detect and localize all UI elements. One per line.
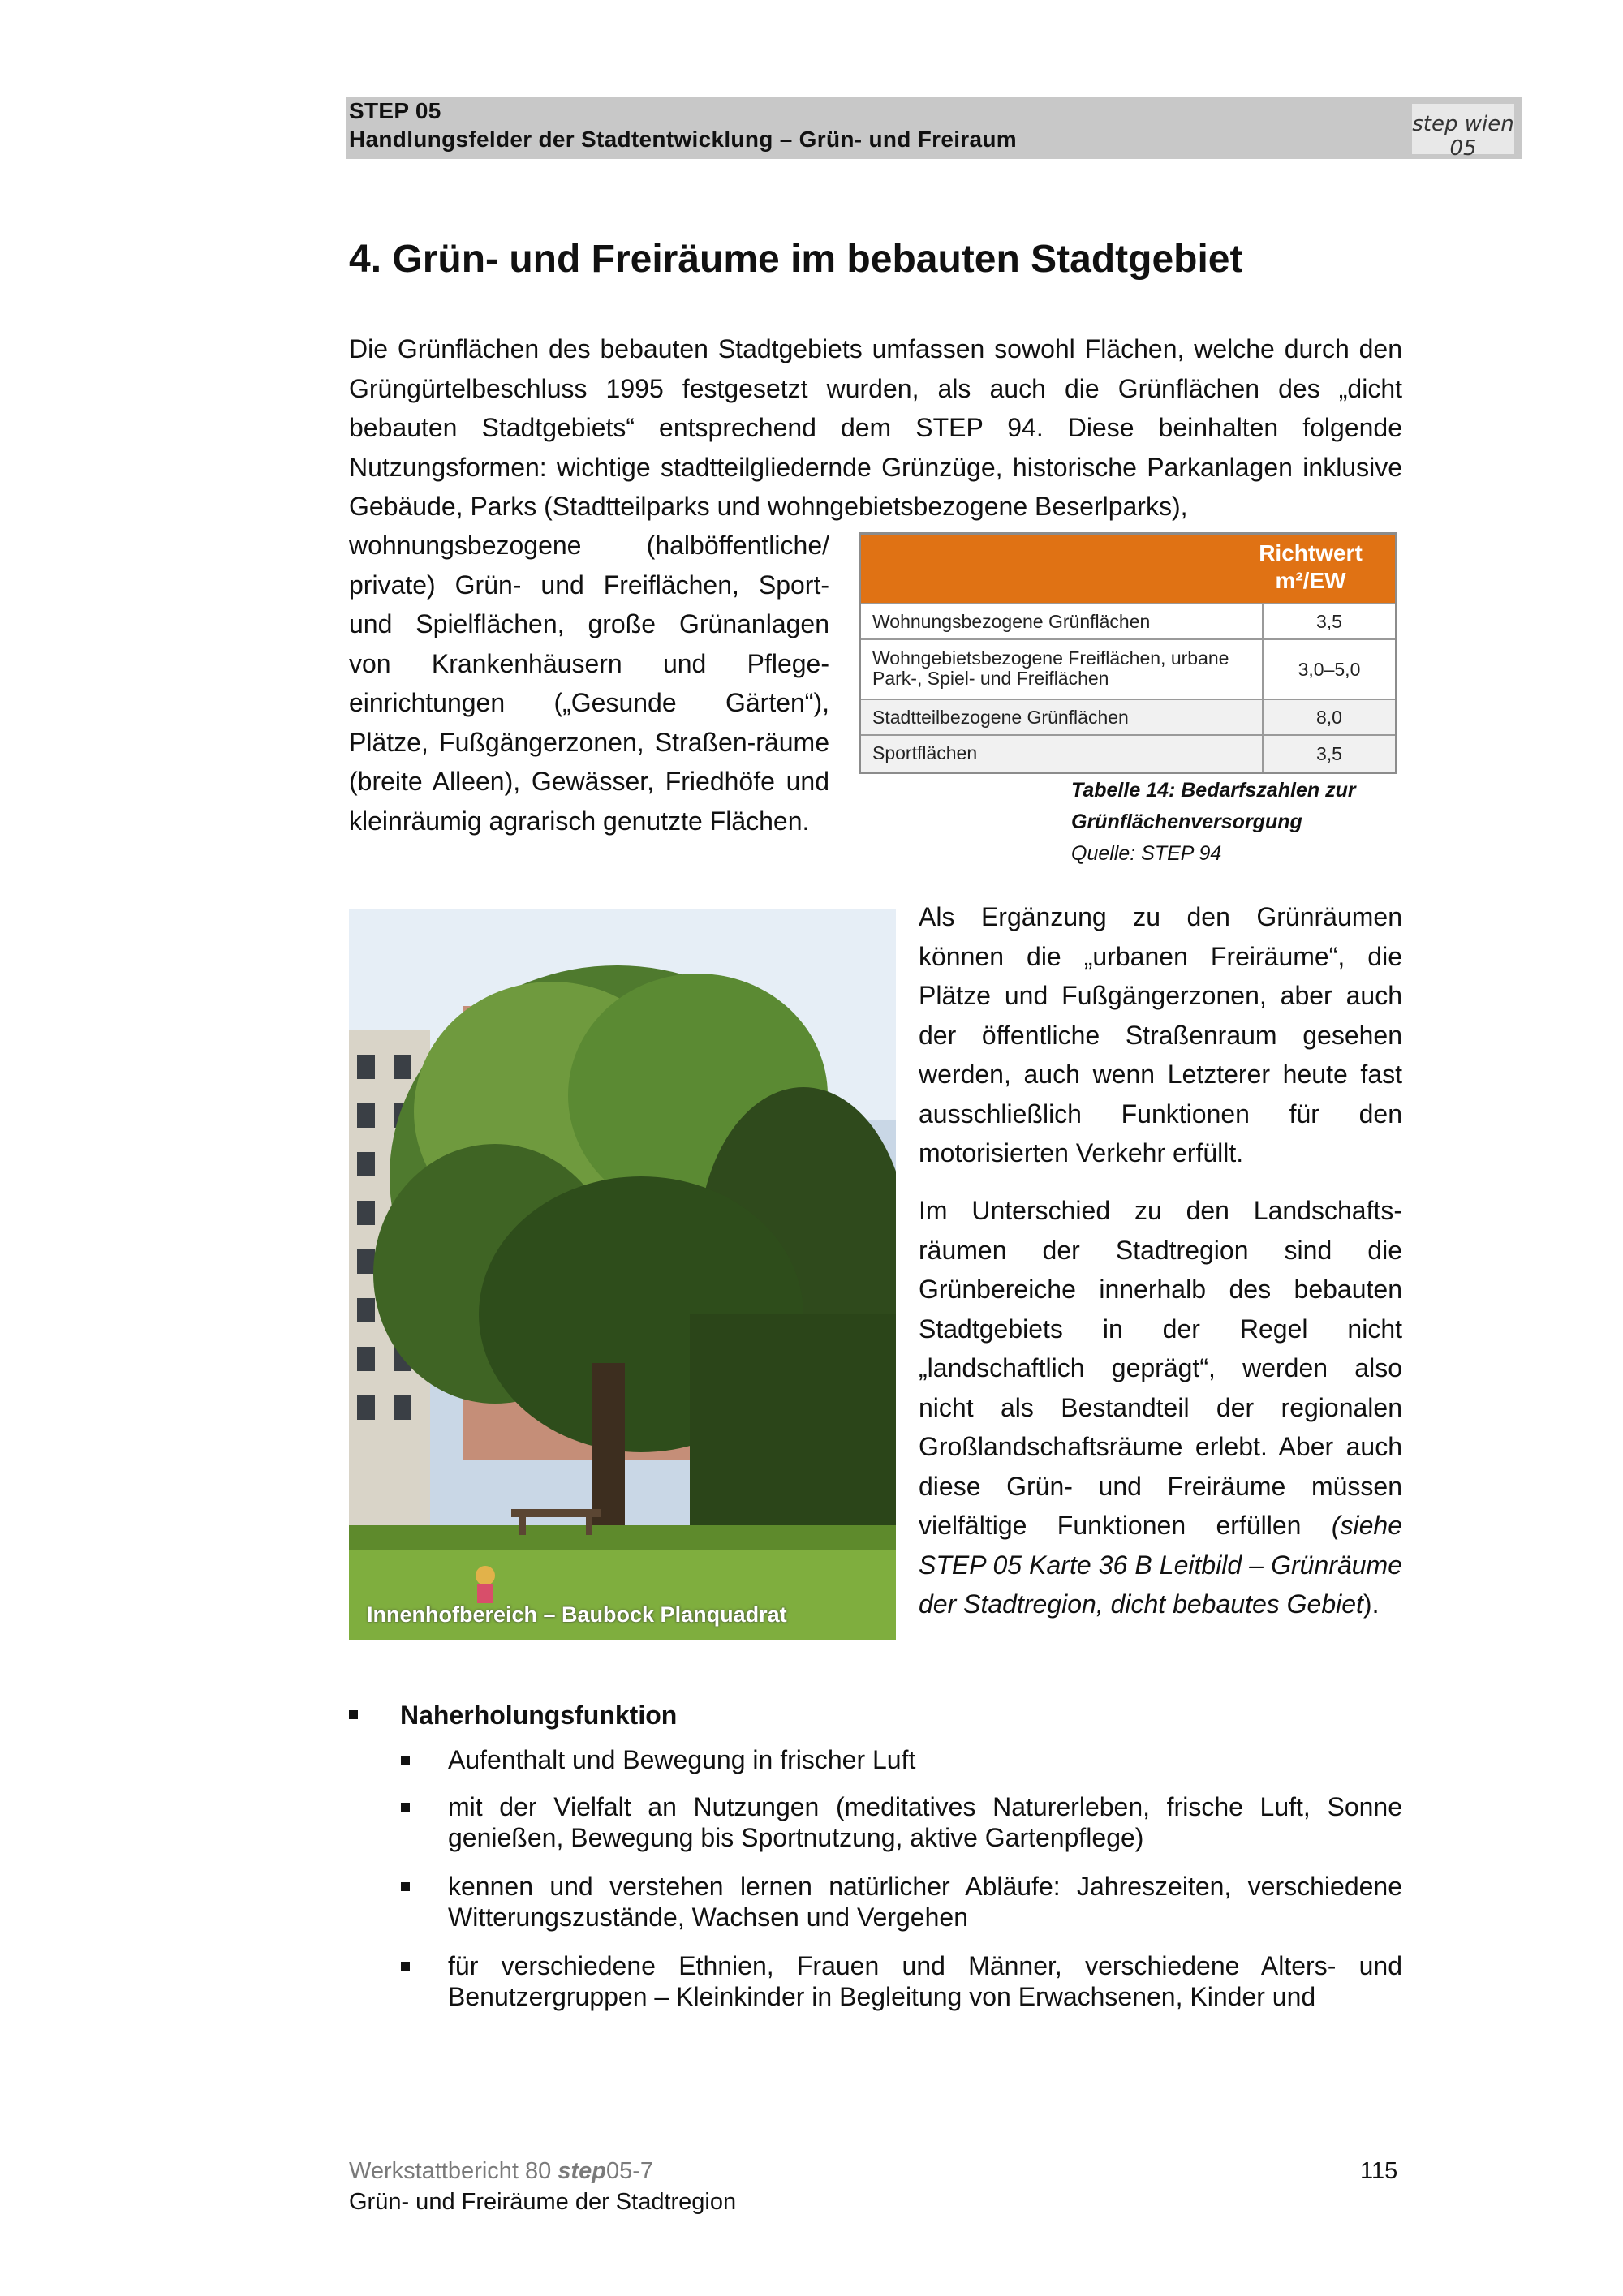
table-caption-line2: Grünflächenversorgung: [1071, 810, 1302, 833]
page-heading: 4. Grün- und Freiräume im bebauten Stadtgebiet: [349, 238, 1243, 281]
table-cell-value: 3,5: [1262, 736, 1395, 772]
list-item: mit der Vielfalt an Nutzungen (meditatives Naturerleben, frische Luft, Sonne genießen, Bewegung bis Sportnutzung, aktive Gartenpflege): [448, 1792, 1402, 1852]
table-row: [861, 638, 1395, 699]
table-cell-label: Sportflächen: [872, 742, 978, 763]
list-item: für verschiedene Ethnien, Frauen und Männer, verschiedene Alters- und Benutzergruppen – Kleinkinder in Begleitung von Erwachsenen, Kinder und: [448, 1951, 1402, 2011]
bullet-square-icon: [401, 1882, 410, 1891]
header-subtitle: Handlungsfelder der Stadtentwicklung – Grün- und Freiraum: [349, 127, 1017, 152]
logo-text: step wien 05: [1412, 112, 1514, 161]
unterschied-paragraph: [919, 1191, 1402, 1624]
courtyard-photo: [349, 909, 896, 1640]
table-header: [861, 535, 1395, 603]
map-reference: (siehe STEP 05 Karte 36 B Leitbild – Grünräume der Stadtregion, dicht bebautes Gebiet: [919, 1511, 1402, 1619]
bedarfszahlen-table: [859, 532, 1397, 774]
table-cell-label: Stadtteilbezogene Grünflächen: [872, 707, 1129, 728]
table-row: [861, 734, 1395, 772]
footer-report: [349, 2158, 653, 2185]
unterschied-end: ).: [1363, 1589, 1380, 1619]
footer-prefix: Werkstattbericht 80: [349, 2158, 558, 2184]
table-row: [861, 699, 1395, 734]
table-cell-value: 8,0: [1262, 700, 1395, 734]
unterschied-text: Im Unterschied zu den Landschafts-räumen der Stadtregion sind die Grünbereiche innerhalb des bebauten Stadtgebiets in der Regel nicht „landschaftlich geprägt“, werden also nicht als Bestandteil der regionalen Großlandschaftsräume erlebt. Aber auch diese Grün- und Freiräume müssen vielfältige Funktionen erfüllen: [919, 1196, 1402, 1540]
list-item: kennen und verstehen lernen natürlicher Abläufe: Jahreszeiten, verschiedene Witterungszustände, Wachsen und Vergehen: [448, 1872, 1402, 1932]
bullet-square-icon: [401, 1803, 410, 1812]
bullet-square-icon: [401, 1756, 410, 1765]
table-cell-value: 3,5: [1262, 604, 1395, 638]
bullet-square-icon: [349, 1710, 358, 1719]
intro-paragraph-continued: wohnungsbezogene (halböffentliche/ private) Grün- und Freiflächen, Sport- und Spielflächen, große Grünanlagen von Krankenhäusern und Pflege-einrichtungen („Gesunde Gärten“), Plätze, Fußgängerzonen, Straßen-räume (breite Alleen), Gewässer, Friedhöfe und kleinräumig agrarisch genutzte Flächen.: [349, 531, 829, 836]
ergaenzung-paragraph: Als Ergänzung zu den Grünräumen können die „urbanen Freiräume“, die Plätze und Fußgängerzonen, aber auch der öffentliche Straßenraum gesehen werden, auch wenn Letzterer heute fast ausschließlich Funktionen für den motorisierten Verkehr erfüllt.: [919, 902, 1402, 1167]
table-cell-value: 3,0–5,0: [1262, 640, 1395, 699]
photo-caption: Innenhofbereich – Baubock Planquadrat: [367, 1602, 787, 1627]
table-cell-label: Wohngebietsbezogene Freiflächen, urbane Park-, Spiel- und Freiflächen: [872, 647, 1229, 689]
table-row: [861, 603, 1395, 638]
table-source: Quelle: STEP 94: [1071, 842, 1222, 865]
footer-step: step: [558, 2158, 606, 2184]
bullet-square-icon: [401, 1962, 410, 1971]
table-cell-label: Wohnungsbezogene Grünflächen: [872, 611, 1151, 632]
header-title: STEP 05: [349, 98, 441, 123]
list-item: Aufenthalt und Bewegung in frischer Luft: [448, 1745, 916, 1774]
intro-paragraph: Die Grünflächen des bebauten Stadtgebiets umfassen sowohl Flächen, welche durch den Grüngürtelbeschluss 1995 festgesetzt wurden, als auch die Grünflächen des „dicht bebauten Stadtgebiets“ entsprechend dem STEP 94. Diese beinhalten folgende Nutzungsformen: wichtige stadtteilgliedernde Grünzüge, historische Parkanlagen inklusive Gebäude, Parks (Stadtteilparks und wohngebietsbezogene Beserlparks),: [349, 334, 1402, 521]
table-caption-line1: Tabelle 14: Bedarfszahlen zur: [1071, 779, 1356, 802]
table-header-label: Richtwert m²/EW: [1259, 540, 1363, 593]
footer-suffix: 05-7: [606, 2158, 654, 2184]
bullet-naherholung: [349, 1701, 677, 1731]
bullet-main-label: Naherholungsfunktion: [400, 1701, 678, 1730]
courtyard-photo-illustration: [349, 909, 896, 1640]
footer-title: Grün- und Freiräume der Stadtregion: [349, 2189, 737, 2215]
step-wien-logo: [1412, 104, 1514, 161]
page-number: 115: [1360, 2158, 1398, 2184]
